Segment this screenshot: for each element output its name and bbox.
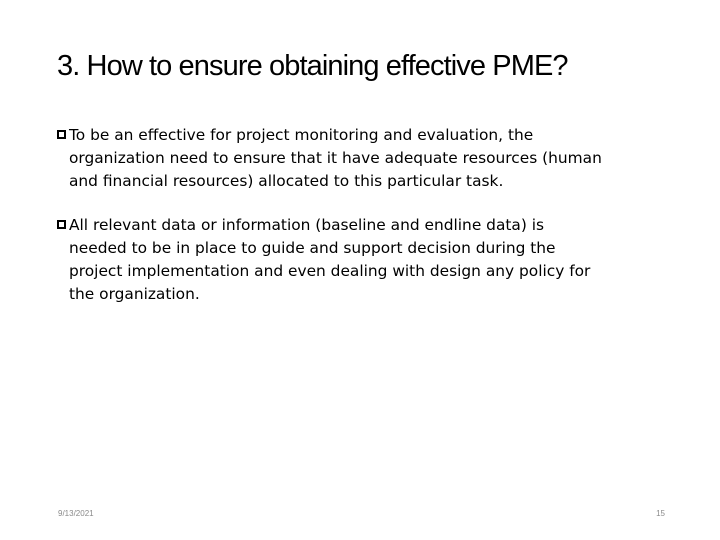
square-bullet-icon	[57, 130, 66, 139]
slide-body	[57, 124, 667, 306]
square-bullet-icon	[57, 220, 66, 229]
bullet-item	[57, 214, 667, 306]
bullet-item	[57, 124, 667, 193]
bullet-text: To be an effective for project monitoring and evaluation, the organization need to ensure that it have adequate resources (human and financial resources) allocated to this particular task.	[69, 126, 602, 190]
page-number: 15	[656, 509, 665, 518]
slide-title: 3. How to ensure obtaining effective PME?	[57, 50, 568, 82]
bullet-text: All relevant data or information (baseline and endline data) is needed to be in place to guide and support decision during the project implementation and even dealing with design any policy for the organization.	[69, 216, 591, 303]
footer-date: 9/13/2021	[58, 509, 94, 518]
